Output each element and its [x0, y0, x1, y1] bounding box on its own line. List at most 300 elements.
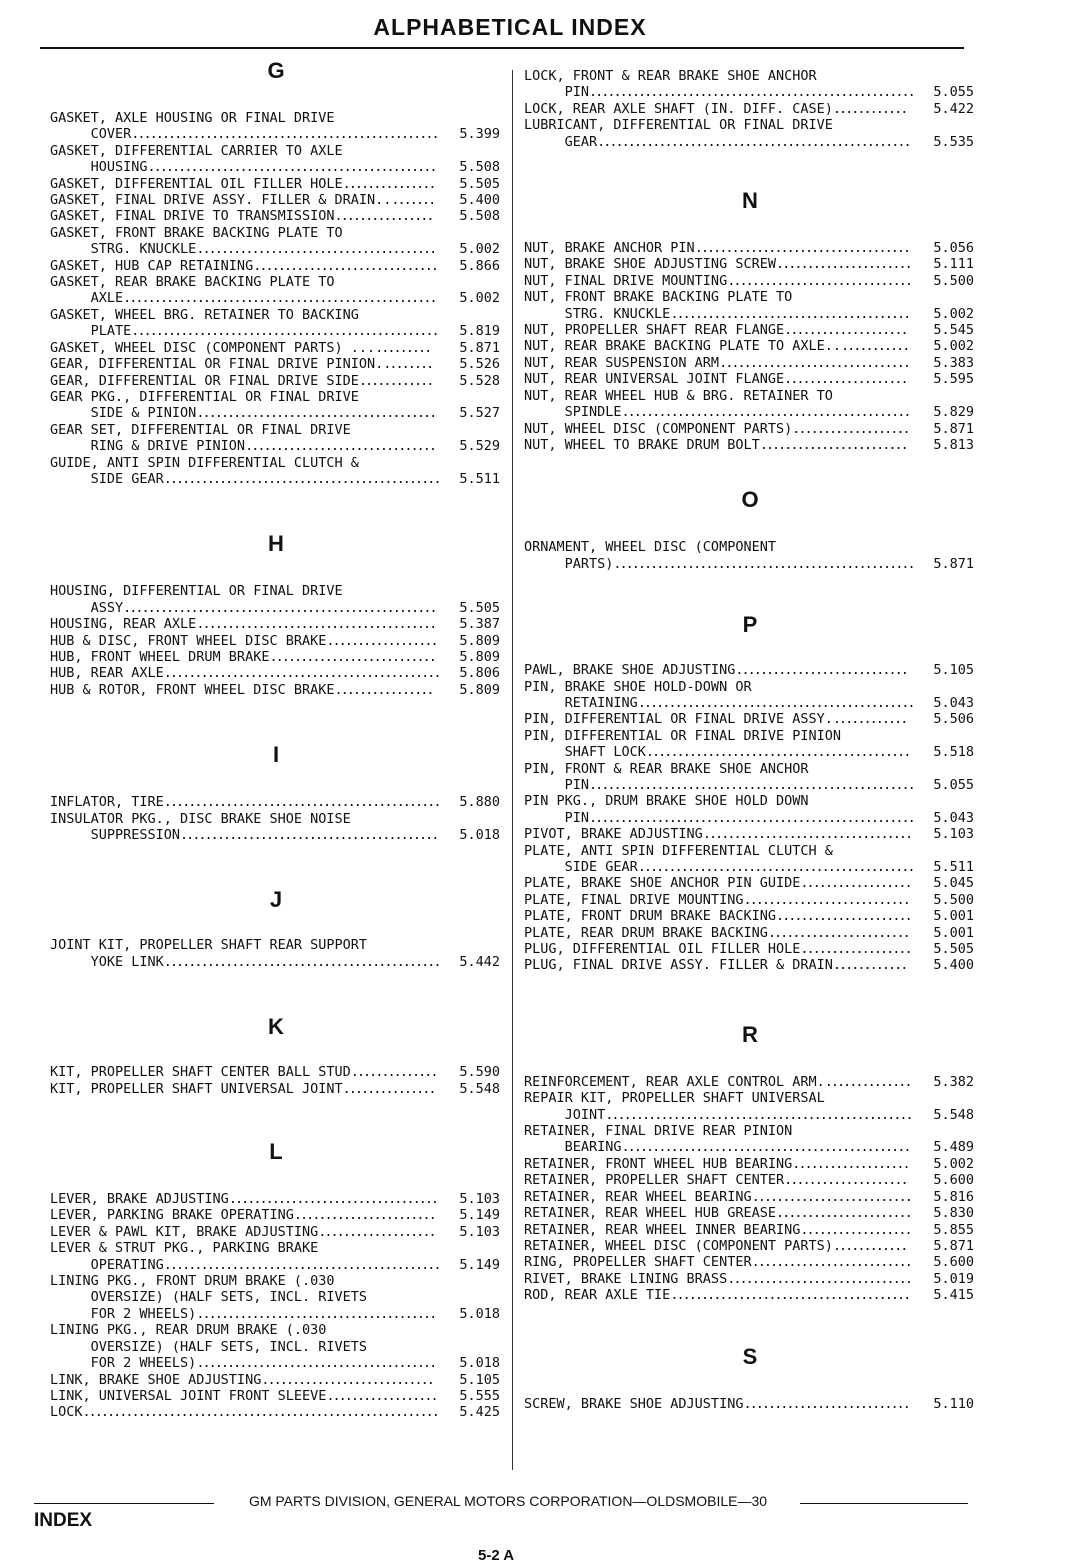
dot-leader: .....................................................: [589, 84, 914, 101]
entry-text: GEAR, DIFFERENTIAL OR FINAL DRIVE PINION.........: [50, 356, 433, 373]
index-column-left: [50, 58, 502, 1421]
index-entry: [524, 273, 976, 289]
index-entry: [50, 1081, 502, 1097]
index-section: [524, 1022, 976, 1304]
index-entry: [524, 437, 976, 453]
page-reference: 5.002: [933, 305, 974, 322]
index-entry: [50, 1207, 502, 1223]
section-letter: P: [742, 612, 758, 638]
entry-text: PLATE, REAR DRUM BRAKE BACKING.......................: [524, 924, 909, 941]
dot-leader: ........: [383, 356, 433, 373]
entry-text: NUT, REAR WHEEL HUB & BRG. RETAINER TO: [524, 387, 833, 404]
page-reference: 5.855: [933, 1221, 974, 1238]
index-entry: [50, 422, 502, 455]
dot-leader: ..............................: [727, 1270, 912, 1287]
entry-text: GEAR...................................................: [524, 133, 910, 150]
entry-text: COVER..................................................: [50, 126, 438, 143]
dot-leader: ...............................................: [147, 159, 436, 176]
footer-publisher: GM PARTS DIVISION, GENERAL MOTORS CORPORATION—OLDSMOBILE—30: [248, 1493, 768, 1509]
dot-leader: ..............: [824, 1073, 911, 1090]
page-reference: 5.830: [933, 1205, 974, 1222]
page-reference: 5.001: [933, 908, 974, 925]
dot-leader: .............................................: [163, 665, 440, 682]
dot-leader: ...................................................: [123, 599, 436, 616]
page-reference: 5.819: [459, 323, 500, 340]
dot-leader: .....................................................: [589, 776, 914, 793]
entry-text: KIT, PROPELLER SHAFT UNIVERSAL JOINT...............: [50, 1080, 435, 1097]
index-column-right: [524, 58, 976, 1412]
footer-rule-left: [34, 1503, 214, 1504]
page-reference: 5.555: [459, 1387, 500, 1404]
index-entry: [50, 811, 502, 844]
index-entry: [524, 843, 976, 876]
dot-leader: ............................: [261, 1371, 433, 1388]
index-entry: [50, 225, 502, 258]
page-reference: 5.110: [933, 1395, 974, 1412]
dot-leader: ...........................: [743, 891, 909, 908]
dot-leader: ................: [334, 681, 433, 698]
entry-text: NUT, WHEEL DISC (COMPONENT PARTS)...................: [524, 420, 909, 437]
index-section: [50, 1139, 502, 1421]
page-reference: 5.506: [933, 711, 974, 728]
index-section: [50, 531, 502, 698]
entry-text: LOCK..........................................................: [50, 1404, 438, 1421]
dot-leader: ...............................: [719, 354, 910, 371]
index-entry: [50, 1191, 502, 1207]
entry-text: NUT, PROPELLER SHAFT REAR FLANGE....................: [524, 322, 907, 339]
section-letter: I: [272, 742, 280, 768]
dot-leader: ............: [832, 100, 907, 117]
entry-text: SUPPRESSION..........................................: [50, 827, 438, 843]
dot-leader: ...................................................: [123, 290, 436, 307]
index-entry: [50, 176, 502, 192]
index-section: [50, 742, 502, 843]
dot-leader: ............................: [735, 662, 907, 679]
section-letter: J: [269, 887, 283, 913]
page-reference: 5.806: [459, 665, 500, 682]
dot-leader: ..............................: [253, 257, 438, 274]
page-reference: 5.535: [933, 133, 974, 150]
entry-text: INSULATOR PKG., DISC BRAKE SHOE NOISE: [50, 810, 351, 827]
index-entry: [50, 274, 502, 307]
index-entry: [50, 616, 502, 632]
entry-text: SIDE GEAR.............................................: [50, 470, 440, 487]
index-entry: [524, 711, 976, 727]
entry-text: PLATE, ANTI SPIN DIFFERENTIAL CLUTCH &: [524, 842, 833, 859]
page-reference: 5.545: [933, 322, 974, 339]
entry-text: SHAFT LOCK...........................................: [524, 744, 910, 761]
dot-leader: ....................: [784, 1172, 907, 1189]
page-reference: 5.548: [459, 1080, 500, 1097]
dot-leader: .......................................: [670, 305, 910, 322]
index-entry: [524, 355, 976, 371]
entry-text: GASKET, REAR BRAKE BACKING PLATE TO: [50, 274, 335, 291]
index-section: [50, 58, 502, 487]
entry-text: LEVER & PAWL KIT, BRAKE ADJUSTING...................: [50, 1223, 435, 1240]
page-reference: 5.809: [459, 681, 500, 698]
entry-text: HUB, REAR AXLE.............................................: [50, 665, 440, 682]
entry-text: SCREW, BRAKE SHOE ADJUSTING...........................: [524, 1395, 909, 1412]
entry-text: GASKET, AXLE HOUSING OR FINAL DRIVE: [50, 110, 335, 126]
entry-text: GASKET, WHEEL BRG. RETAINER TO BACKING: [50, 306, 359, 323]
index-entry: [50, 633, 502, 649]
entry-text: PIN, BRAKE SHOE HOLD-DOWN OR: [524, 678, 752, 695]
entry-text: LOCK, REAR AXLE SHAFT (IN. DIFF. CASE)............: [524, 100, 907, 117]
dot-leader: ............: [358, 372, 433, 389]
dot-leader: ..........................: [751, 1254, 911, 1271]
entry-text: PLUG, DIFFERENTIAL OIL FILLER HOLE..................: [524, 941, 911, 958]
dot-leader: .......................................: [196, 1355, 436, 1372]
page-reference: 5.528: [459, 372, 500, 389]
index-entry: [524, 1238, 976, 1254]
index-entry: [524, 662, 976, 678]
dot-leader: ...............: [342, 1080, 435, 1097]
page-reference: 5.816: [933, 1188, 974, 1205]
page-reference: 5.001: [933, 924, 974, 941]
entry-text: GASKET, DIFFERENTIAL CARRIER TO AXLE: [50, 142, 343, 159]
index-entry: [50, 208, 502, 224]
entry-text: GEAR SET, DIFFERENTIAL OR FINAL DRIVE: [50, 421, 351, 438]
entry-text: RING & DRIVE PINION...............................: [50, 438, 436, 455]
index-entry: [50, 1240, 502, 1273]
entry-text: HUB & DISC, FRONT WHEEL DISC BRAKE..................: [50, 632, 437, 649]
entry-text: INFLATOR, TIRE.............................................: [50, 794, 440, 811]
index-entry: [524, 256, 976, 272]
dot-leader: ...................: [318, 1223, 435, 1240]
index-entry: [524, 1156, 976, 1172]
page-reference: 5.055: [933, 776, 974, 793]
page-reference: 5.505: [459, 175, 500, 192]
page-reference: 5.600: [933, 1172, 974, 1189]
index-entry: [50, 1273, 502, 1322]
page-reference: 5.511: [933, 859, 974, 875]
entry-text: GASKET, FINAL DRIVE TO TRANSMISSION................: [50, 208, 433, 225]
index-entry: [524, 925, 976, 941]
entry-text: OPERATING.............................................: [50, 1256, 440, 1273]
index-entry: [524, 371, 976, 387]
dot-leader: .......................: [293, 1207, 435, 1224]
page-reference: 5.103: [933, 826, 974, 843]
page-reference: 5.529: [459, 438, 500, 455]
index-entry: [524, 289, 976, 322]
index-entry: [524, 892, 976, 908]
entry-text: RING, PROPELLER SHAFT CENTER..........................: [524, 1254, 911, 1271]
index-entry: [50, 340, 502, 356]
page-reference: 5.442: [459, 953, 500, 970]
index-entry: [524, 1396, 976, 1412]
dot-leader: .............................................: [163, 1256, 440, 1273]
page-reference: 5.103: [459, 1191, 500, 1208]
entry-text: RETAINER, PROPELLER SHAFT CENTER....................: [524, 1172, 907, 1189]
entry-text: GASKET, DIFFERENTIAL OIL FILLER HOLE...............: [50, 175, 435, 192]
index-entry: [524, 421, 976, 437]
page-reference: 5.880: [459, 794, 500, 811]
entry-text: NUT, WHEEL TO BRAKE DRUM BOLT........................: [524, 436, 907, 453]
entry-text: OVERSIZE) (HALF SETS, INCL. RIVETS: [50, 1338, 367, 1355]
page-reference: 5.043: [933, 809, 974, 826]
entry-text: STRG. KNUCKLE.......................................: [524, 305, 910, 322]
entry-text: RETAINER, REAR WHEEL HUB GREASE......................: [524, 1205, 911, 1222]
dot-leader: ....................: [784, 371, 907, 388]
page-reference: 5.829: [933, 404, 974, 421]
section-letter: R: [742, 1021, 758, 1047]
page-reference: 5.511: [459, 470, 500, 487]
index-section: [50, 1014, 502, 1097]
page-reference: 5.400: [933, 957, 974, 974]
entry-text: RETAINER, WHEEL DISC (COMPONENT PARTS)............: [524, 1237, 907, 1254]
entry-text: HUB, FRONT WHEEL DRUM BRAKE...........................: [50, 648, 435, 665]
entry-text: ROD, REAR AXLE TIE.......................................: [524, 1287, 910, 1304]
page-reference: 5.866: [459, 257, 500, 274]
entry-text: NUT, FINAL DRIVE MOUNTING..............................: [524, 272, 912, 289]
dot-leader: .......................................: [196, 405, 436, 422]
index-entry: [50, 356, 502, 372]
page-reference: 5.505: [459, 599, 500, 616]
entry-text: YOKE LINK.............................................: [50, 953, 440, 970]
page-reference: 5.500: [933, 891, 974, 908]
section-letter: H: [268, 531, 284, 557]
dot-leader: ..........................................................: [82, 1404, 438, 1421]
page-reference: 5.002: [459, 241, 500, 258]
dot-leader: ..................................: [702, 826, 912, 843]
page-reference: 5.518: [933, 744, 974, 761]
entry-text: GUIDE, ANTI SPIN DIFFERENTIAL CLUTCH &: [50, 454, 359, 471]
entry-text: BEARING...............................................: [524, 1139, 910, 1156]
dot-leader: .......: [391, 192, 435, 209]
entry-text: SIDE GEAR.............................................: [524, 859, 914, 875]
page-reference: 5.018: [459, 1305, 500, 1322]
entry-text: REINFORCEMENT, REAR AXLE CONTROL ARM...............: [524, 1073, 911, 1090]
dot-leader: ............: [832, 1237, 907, 1254]
section-letter: N: [742, 188, 758, 214]
entry-text: HOUSING, DIFFERENTIAL OR FINAL DRIVE: [50, 583, 343, 600]
page-reference: 5.813: [933, 436, 974, 453]
entry-text: RETAINER, FINAL DRIVE REAR PINION: [524, 1123, 793, 1140]
page-reference: 5.809: [459, 632, 500, 649]
entry-text: PIN PKG., DRUM BRAKE SHOE HOLD DOWN: [524, 793, 809, 810]
dot-leader: ..................................: [228, 1191, 438, 1208]
page-reference: 5.103: [459, 1223, 500, 1240]
page-reference: 5.527: [459, 405, 500, 422]
dot-leader: ....................: [784, 322, 907, 339]
index-section: [50, 887, 502, 970]
index-entry: [524, 388, 976, 421]
index-entry: [50, 649, 502, 665]
dot-leader: ..........................................: [180, 827, 438, 843]
page-reference: 5.400: [459, 192, 500, 209]
dot-leader: ......................: [775, 1205, 911, 1222]
index-entry: [524, 322, 976, 338]
index-entry: [50, 1322, 502, 1371]
page-reference: 5.149: [459, 1207, 500, 1224]
index-entry: [50, 307, 502, 340]
entry-text: RETAINER, REAR WHEEL BEARING..........................: [524, 1188, 911, 1205]
dot-leader: ...............................................: [621, 404, 910, 421]
entry-text: PARTS).................................................: [524, 555, 914, 572]
entry-text: GEAR PKG., DIFFERENTIAL OR FINAL DRIVE: [50, 388, 359, 405]
entry-text: PLATE..................................................: [50, 323, 438, 340]
dot-leader: ..................................................: [131, 126, 438, 143]
entry-text: GASKET, FINAL DRIVE ASSY. FILLER & DRAIN.........: [50, 192, 435, 209]
dot-leader: ..................: [800, 941, 911, 958]
entry-text: REPAIR KIT, PROPELLER SHAFT UNIVERSAL: [524, 1090, 825, 1107]
page-reference: 5.018: [459, 1355, 500, 1372]
dot-leader: ...................................: [694, 240, 910, 257]
index-section: [524, 58, 976, 150]
dot-leader: ......................: [775, 256, 911, 273]
entry-text: LINING PKG., FRONT DRUM BRAKE (.030: [50, 1273, 335, 1290]
section-letter: O: [741, 487, 759, 513]
entry-text: PLATE, FRONT DRUM BRAKE BACKING......................: [524, 908, 911, 925]
dot-leader: ...............................: [245, 438, 436, 455]
index-entry: [50, 143, 502, 176]
page-reference: 5.600: [933, 1254, 974, 1271]
entry-text: LEVER & STRUT PKG., PARKING BRAKE: [50, 1240, 319, 1257]
index-entry: [524, 1189, 976, 1205]
entry-text: PIN.....................................................: [524, 84, 914, 101]
dot-leader: .......................................: [196, 241, 436, 258]
index-entry: [524, 338, 976, 354]
page-reference: 5.422: [933, 100, 974, 117]
page-title: ALPHABETICAL INDEX: [373, 14, 647, 40]
entry-text: FOR 2 WHEELS).......................................: [50, 1355, 436, 1372]
entry-text: PIN, DIFFERENTIAL OR FINAL DRIVE ASSY.............: [524, 711, 907, 728]
index-entry: [524, 908, 976, 924]
page-reference: 5.871: [933, 1237, 974, 1254]
entry-text: SIDE & PINION.......................................: [50, 405, 436, 422]
dot-leader: .............................................: [163, 794, 440, 811]
entry-text: PLATE, FINAL DRIVE MOUNTING...........................: [524, 891, 909, 908]
dot-leader: .......................................: [196, 616, 436, 633]
dot-leader: .............................................: [637, 694, 914, 711]
index-section: [524, 1344, 976, 1412]
dot-leader: ..................: [326, 632, 437, 649]
entry-text: PLATE, BRAKE SHOE ANCHOR PIN GUIDE..................: [524, 875, 911, 892]
index-section: [524, 612, 976, 974]
entry-text: RETAINER, REAR WHEEL INNER BEARING..................: [524, 1221, 911, 1238]
dot-leader: ...........................................: [645, 744, 910, 761]
dot-leader: ...................: [792, 1155, 909, 1172]
section-letter: G: [267, 58, 285, 83]
dot-leader: .......................: [767, 924, 909, 941]
dot-leader: .............................................: [163, 953, 440, 970]
entry-text: LINING PKG., REAR DRUM BRAKE (.030: [50, 1322, 327, 1339]
page-reference: 5.382: [933, 1073, 974, 1090]
entry-text: RETAINING.............................................: [524, 694, 914, 711]
entry-text: OVERSIZE) (HALF SETS, INCL. RIVETS: [50, 1289, 367, 1306]
page-reference: 5.809: [459, 648, 500, 665]
entry-text: PIN.....................................................: [524, 809, 914, 826]
page-reference: 5.526: [459, 356, 500, 373]
page-reference: 5.105: [459, 1371, 500, 1388]
page-reference: 5.111: [933, 256, 974, 273]
page-reference: 5.002: [933, 338, 974, 355]
index-entry: [524, 539, 976, 572]
index-entry: [50, 455, 502, 488]
dot-leader: .......................................: [670, 1287, 910, 1304]
index-entry: [50, 682, 502, 698]
dot-leader: ................: [334, 208, 433, 225]
page-reference: 5.871: [459, 339, 500, 356]
page-reference: 5.045: [933, 875, 974, 892]
dot-leader: ............: [832, 957, 907, 974]
index-entry: [50, 258, 502, 274]
dot-leader: ...........................: [269, 648, 435, 665]
entry-text: NUT, REAR UNIVERSAL JOINT FLANGE....................: [524, 371, 907, 388]
entry-text: HOUSING, REAR AXLE.......................................: [50, 616, 436, 633]
dot-leader: ........................: [759, 436, 907, 453]
page-reference: 5.387: [459, 616, 500, 633]
page-reference: 5.425: [459, 1404, 500, 1421]
index-entry: [524, 101, 976, 117]
dot-leader: .................................................: [613, 555, 914, 572]
index-entry: [50, 665, 502, 681]
index-entry: [524, 1123, 976, 1156]
index-entry: [50, 1224, 502, 1240]
page-reference: 5.002: [933, 1155, 974, 1172]
page-reference: 5.002: [459, 290, 500, 307]
page-reference: 5.019: [933, 1270, 974, 1287]
entry-text: GEAR, DIFFERENTIAL OR FINAL DRIVE SIDE............: [50, 372, 433, 389]
index-entry: [50, 794, 502, 810]
index-entry: [524, 1222, 976, 1238]
page-reference: 5.595: [933, 371, 974, 388]
page-reference: 5.508: [459, 159, 500, 176]
dot-leader: ..................................................: [131, 323, 438, 340]
index-entry: [524, 240, 976, 256]
index-section: [524, 188, 976, 453]
page-reference: 5.871: [933, 555, 974, 572]
entry-text: RIVET, BRAKE LINING BRASS..............................: [524, 1270, 912, 1287]
column-divider: [512, 70, 513, 1470]
entry-text: LOCK, FRONT & REAR BRAKE SHOE ANCHOR: [524, 68, 817, 84]
index-entry: [50, 1404, 502, 1420]
entry-text: LEVER, BRAKE ADJUSTING..................................: [50, 1191, 438, 1208]
dot-leader: .........: [375, 339, 431, 356]
dot-leader: ...................................................: [597, 133, 910, 150]
index-entry: [524, 1254, 976, 1270]
entry-text: NUT, REAR SUSPENSION ARM...............................: [524, 354, 910, 371]
dot-leader: ...............................................: [621, 1139, 910, 1156]
footer-rule-right: [800, 1503, 968, 1504]
entry-text: GASKET, HUB CAP RETAINING..............................: [50, 257, 438, 274]
title-rule: [40, 47, 964, 49]
footer-section-label: INDEX: [34, 1510, 93, 1531]
index-entry: [524, 793, 976, 826]
page-reference: 5.399: [459, 126, 500, 143]
index-entry: [50, 1372, 502, 1388]
page-reference: 5.871: [933, 420, 974, 437]
dot-leader: .......................................: [196, 1305, 436, 1322]
dot-leader: ..................: [326, 1387, 437, 1404]
index-entry: [524, 728, 976, 761]
entry-text: HUB & ROTOR, FRONT WHEEL DISC BRAKE................: [50, 681, 433, 698]
page-reference: 5.548: [933, 1106, 974, 1123]
index-entry: [524, 679, 976, 712]
page-reference: 5.056: [933, 240, 974, 257]
index-entry: [50, 389, 502, 422]
dot-leader: ..................................................: [605, 1106, 912, 1123]
entry-text: JOINT..................................................: [524, 1106, 912, 1123]
entry-text: KIT, PROPELLER SHAFT CENTER BALL STUD..............: [50, 1064, 437, 1081]
entry-text: ASSY...................................................: [50, 599, 436, 616]
page-reference: 5.018: [459, 827, 500, 843]
entry-text: PIVOT, BRAKE ADJUSTING..................................: [524, 826, 912, 843]
page-reference: 5.043: [933, 694, 974, 711]
index-entry: [50, 110, 502, 143]
index-section: [524, 487, 976, 572]
section-letter: K: [268, 1014, 284, 1040]
